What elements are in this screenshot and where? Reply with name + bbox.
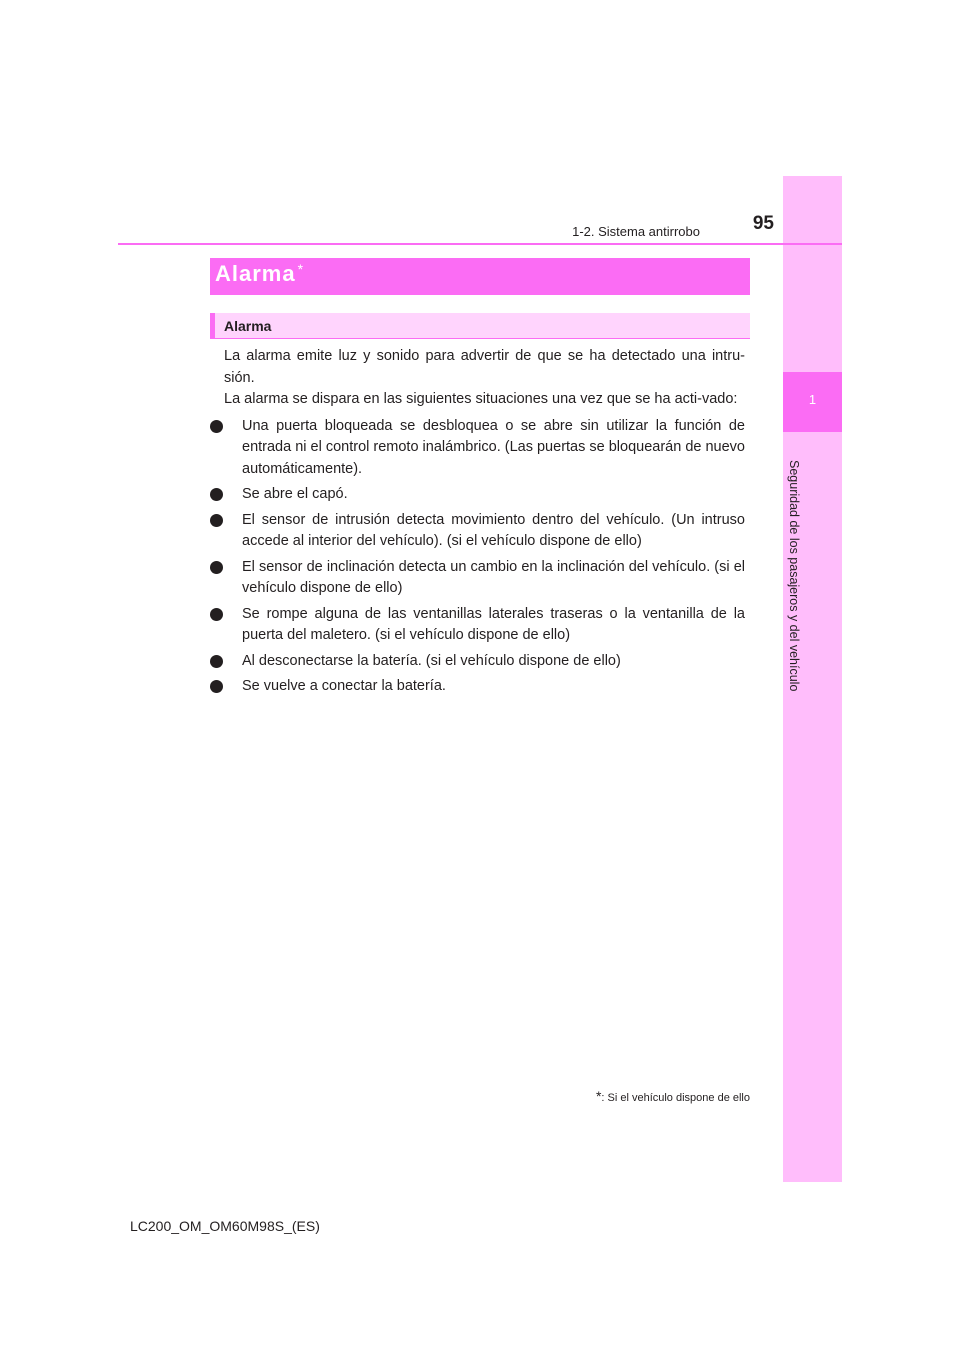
bullet-icon	[210, 608, 223, 621]
bullet-icon	[210, 655, 223, 668]
body-content	[224, 346, 745, 702]
page-title	[215, 261, 304, 287]
subheading-accent	[210, 313, 215, 339]
list-item-text: Se vuelve a conectar la batería.	[242, 678, 446, 694]
subheading: Alarma	[224, 318, 272, 334]
footnote	[540, 1088, 750, 1104]
list-item-text: Una puerta bloqueada se desbloquea o se abre sin utilizar la función de entrada ni el control remoto inalámbrico. (Las puertas se bloquearán de nuevo automáticamente).	[242, 417, 745, 477]
section-title: 1-2. Sistema antirrobo	[572, 224, 700, 239]
chapter-number: 1	[808, 392, 817, 407]
list-item	[210, 510, 745, 553]
bullet-icon	[210, 488, 223, 501]
list-item	[210, 604, 745, 647]
page-number: 95	[752, 213, 774, 234]
page-title-text: Alarma	[215, 261, 296, 286]
list-item	[210, 484, 745, 506]
trigger-list	[210, 416, 745, 698]
bullet-icon	[210, 680, 223, 693]
list-item-text: Se rompe alguna de las ventanillas laterales traseras o la ventanilla de la puerta del maletero. (si el vehículo dispone de ello)	[242, 605, 745, 643]
list-item	[210, 676, 745, 698]
list-item-text: El sensor de inclinación detecta un cambio en la inclinación del vehículo. (si el vehículo dispone de ello)	[242, 558, 745, 596]
footnote-asterisk: *	[595, 1088, 602, 1104]
bullet-icon	[210, 561, 223, 574]
document-code: LC200_OM_OM60M98S_(ES)	[130, 1218, 320, 1234]
chapter-title: Seguridad de los pasajeros y del vehículo	[787, 460, 801, 692]
footnote-text: : Si el vehículo dispone de ello	[601, 1092, 750, 1104]
title-asterisk: *	[297, 261, 305, 277]
list-item-text: El sensor de intrusión detecta movimiento dentro del vehículo. (Un intruso accede al interior del vehículo). (si el vehículo dispone de ello)	[242, 511, 745, 549]
bullet-icon	[210, 514, 223, 527]
list-item	[210, 651, 745, 673]
bullet-icon	[210, 420, 223, 433]
list-item-text: Se abre el capó.	[242, 486, 348, 502]
header-divider	[118, 243, 842, 245]
list-item-text: Al desconectarse la batería. (si el vehículo dispone de ello)	[242, 652, 621, 669]
list-item	[210, 416, 745, 481]
intro-paragraph: La alarma emite luz y sonido para advertir de que se ha detectado una intru-sión.	[224, 348, 745, 386]
list-item	[210, 557, 745, 600]
subheading-bar	[210, 313, 750, 339]
conditions-paragraph: La alarma se dispara en las siguientes situaciones una vez que se ha acti-vado:	[224, 391, 738, 407]
